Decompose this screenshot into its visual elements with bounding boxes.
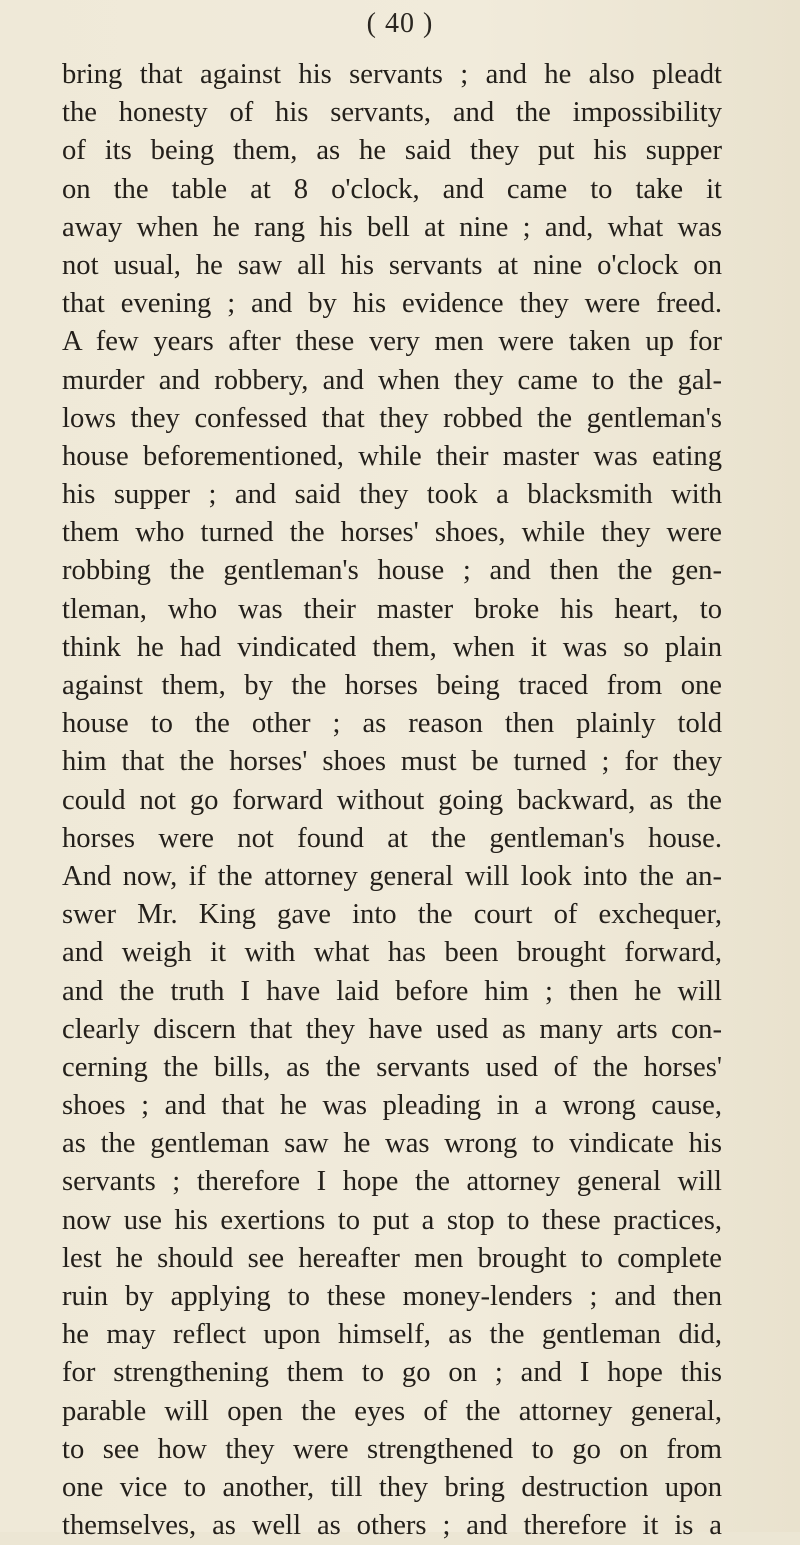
text-line: them who turned the horses' shoes, while they were	[62, 517, 722, 549]
text-line: him that the horses' shoes must be turned ; for they	[62, 746, 722, 778]
text-line: shoes ; and that he was pleading in a wrong cause,	[62, 1090, 722, 1122]
text-line: that evening ; and by his evidence they were freed.	[62, 288, 722, 320]
text-line: cerning the bills, as the servants used of the horses'	[62, 1051, 722, 1083]
text-line: bring that against his servants ; and he also pleadt	[62, 59, 722, 90]
text-line: lows they confessed that they robbed the gentleman's	[62, 402, 722, 434]
text-line: on the table at 8 o'clock, and came to take it	[62, 173, 722, 205]
text-line: clearly discern that they have used as many arts con-	[62, 1013, 722, 1045]
text-line: and the truth I have laid before him ; then he will	[62, 975, 722, 1007]
page-number: ( 40 )	[366, 8, 434, 39]
body-text	[62, 56, 722, 1545]
text-line: to see how they were strengthened to go on from	[62, 1433, 722, 1465]
text-line: swer Mr. King gave into the court of exchequer,	[62, 899, 722, 931]
text-line: and weigh it with what has been brought forward,	[62, 937, 722, 969]
text-line: tleman, who was their master broke his heart, to	[62, 593, 722, 625]
text-line: house to the other ; as reason then plainly told	[62, 708, 722, 740]
text-line: against them, by the horses being traced from one	[62, 670, 722, 701]
text-line: themselves, as well as others ; and therefore it is a	[62, 1510, 722, 1542]
text-line: think he had vindicated them, when it was so plain	[62, 631, 722, 663]
text-line: A few years after these very men were taken up for	[62, 326, 722, 358]
text-line: away when he rang his bell at nine ; and, what was	[62, 211, 722, 243]
text-line: parable will open the eyes of the attorney general,	[62, 1395, 722, 1427]
text-line: of its being them, as he said they put his supper	[62, 135, 722, 167]
text-line: for strengthening them to go on ; and I hope this	[62, 1357, 722, 1389]
text-line: robbing the gentleman's house ; and then the gen-	[62, 555, 722, 587]
text-line: ruin by applying to these money-lenders ; and then	[62, 1281, 722, 1312]
text-line: he may reflect upon himself, as the gentleman did,	[62, 1319, 722, 1351]
text-line: now use his exertions to put a stop to these practices,	[62, 1204, 722, 1236]
text-line: could not go forward without going backward, as the	[62, 784, 722, 816]
text-line: his supper ; and said they took a blacksmith with	[62, 479, 722, 511]
text-line: horses were not found at the gentleman's house.	[62, 822, 722, 854]
text-line: servants ; therefore I hope the attorney general will	[62, 1166, 722, 1198]
text-line: lest he should see hereafter men brought to complete	[62, 1242, 722, 1274]
text-line: And now, if the attorney general will look into the an-	[62, 860, 722, 892]
text-line: murder and robbery, and when they came to the gal-	[62, 364, 722, 396]
text-line: as the gentleman saw he was wrong to vindicate his	[62, 1128, 722, 1160]
text-line: house beforementioned, while their master was eating	[62, 440, 722, 472]
text-line: one vice to another, till they bring destruction upon	[62, 1471, 722, 1503]
text-line: the honesty of his servants, and the impossibility	[62, 97, 722, 129]
text-line: not usual, he saw all his servants at nine o'clock on	[62, 249, 722, 281]
